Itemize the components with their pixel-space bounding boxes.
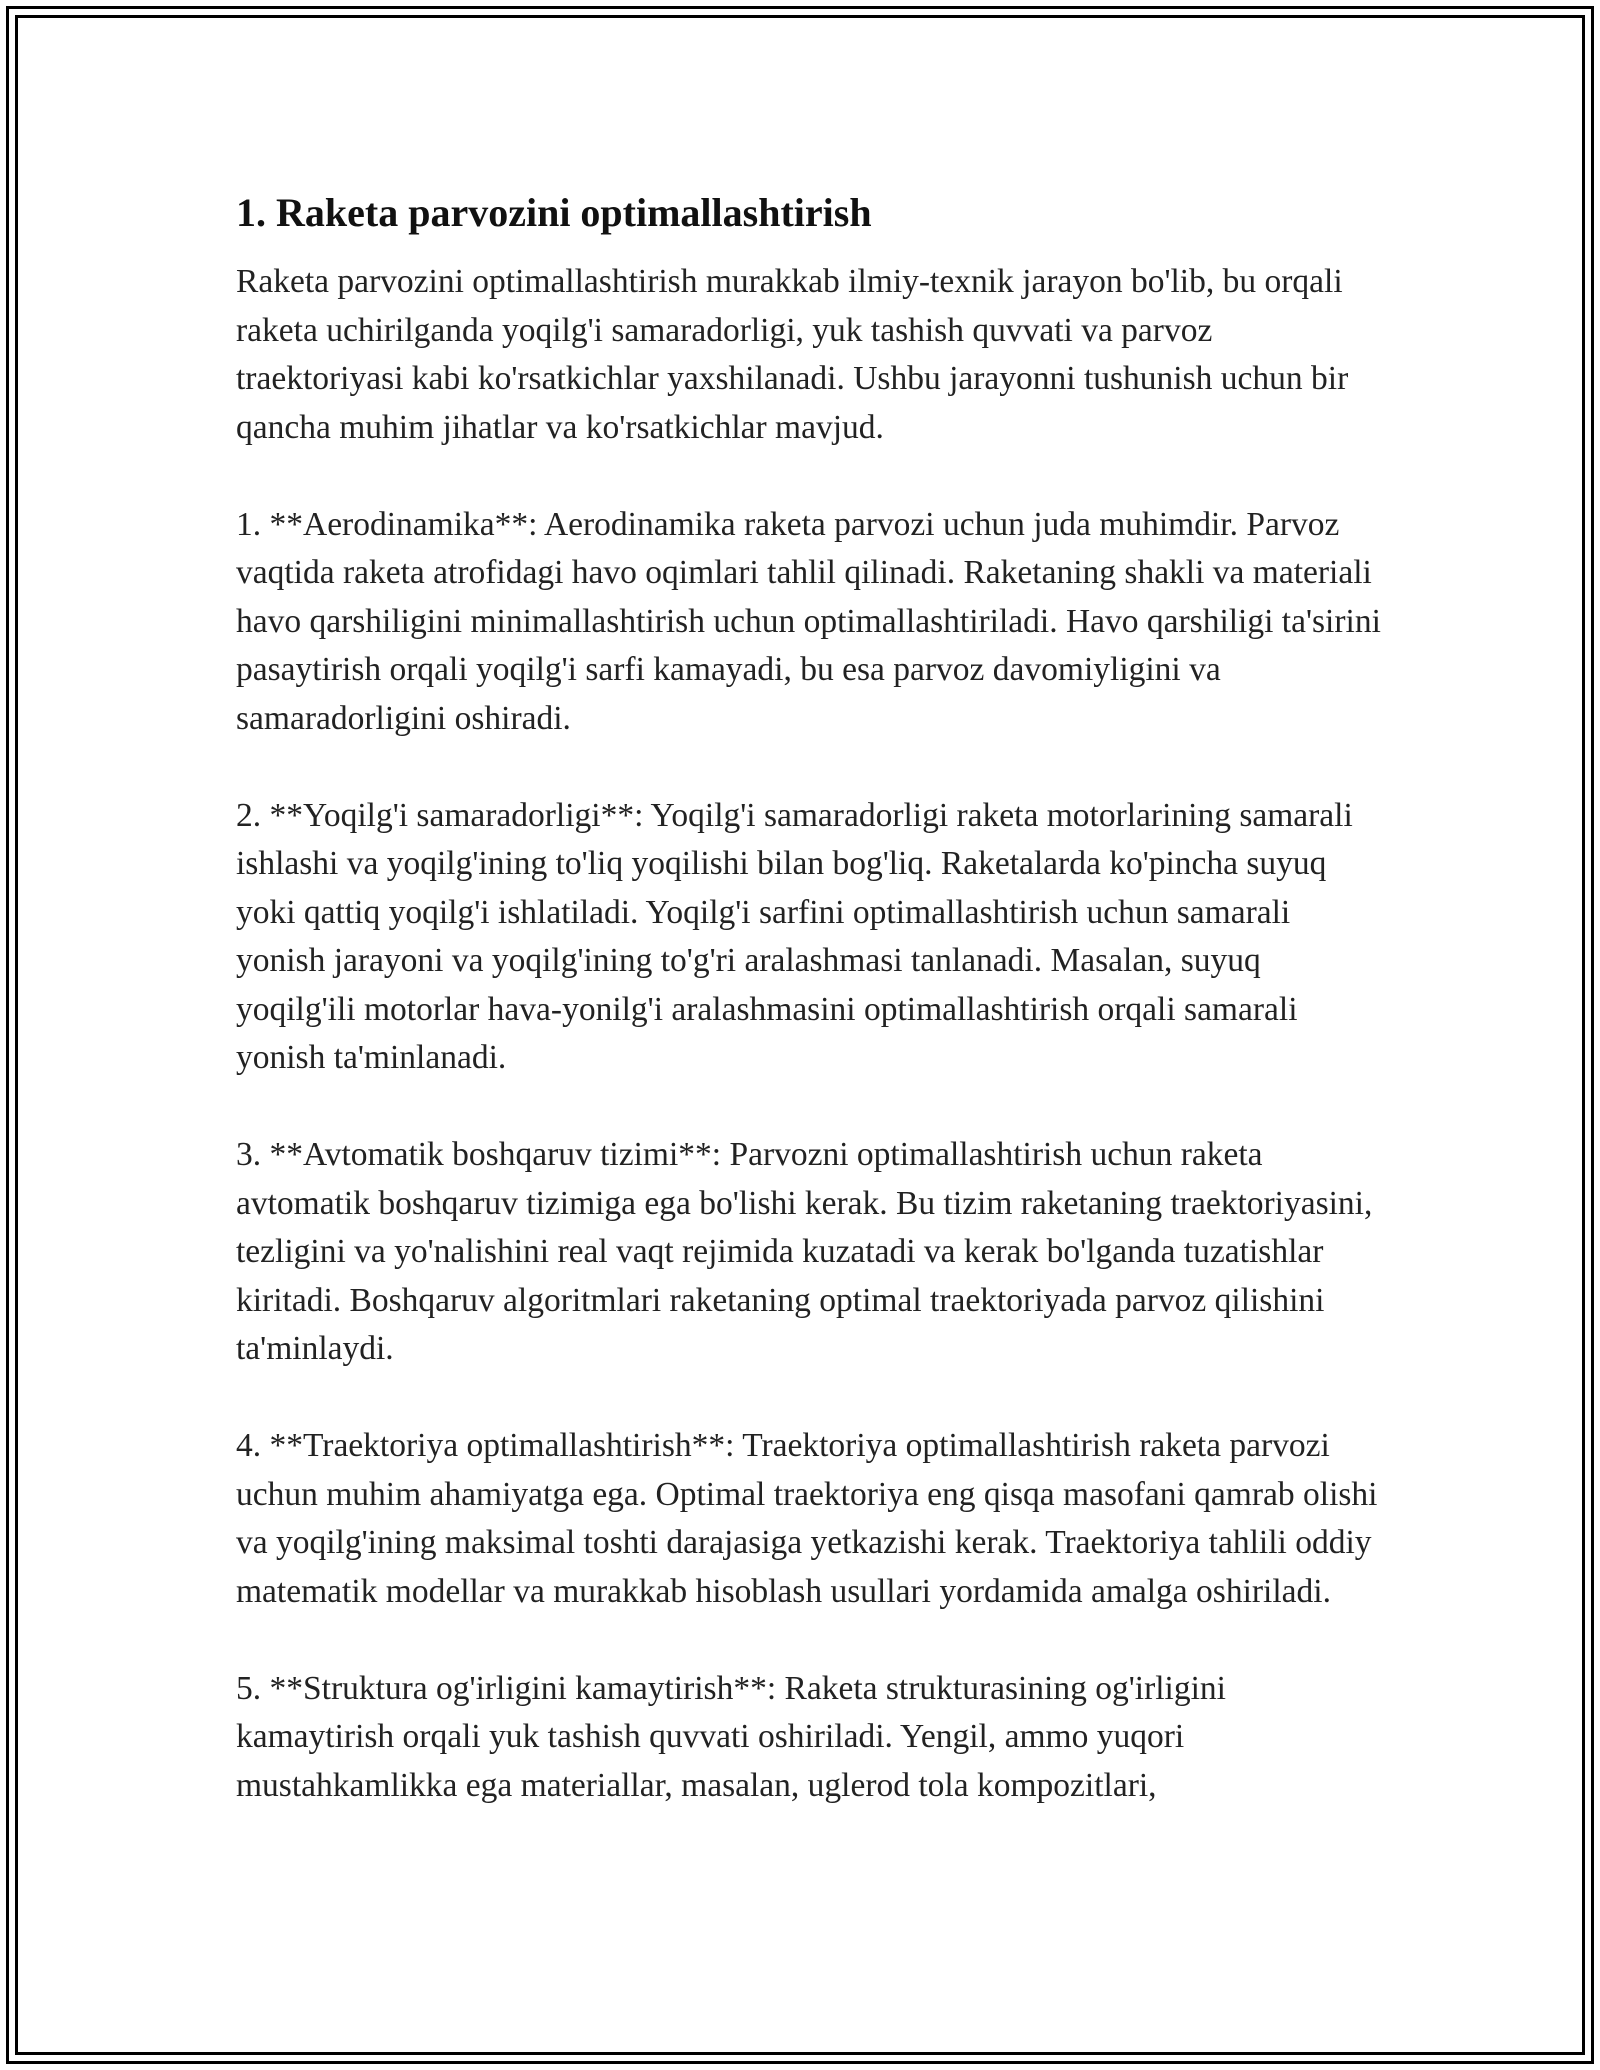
document-page xyxy=(236,186,1386,1810)
document-title: 1. Raketa parvozini optimallashtirish xyxy=(236,190,872,235)
list-item-struktura: 5. **Struktura og'irligini kamaytirish**: Raketa strukturasining og'irligini kamaytirish orqali yuk tashish quvvati oshiriladi. Yengil, ammo yuqori mustahkamlikka ega materiallar, masalan, uglerod tola kompozitlari, xyxy=(236,1669,1226,1804)
list-item-yoqilgi-samaradorligi: 2. **Yoqilg'i samaradorligi**: Yoqilg'i samaradorligi raketa motorlarining samarali ishlashi va yoqilg'ining to'liq yoqilishi bilan bog'liq. Raketalarda ko'pincha suyuq yoki qattiq yoqilg'i ishlatiladi. Yoqilg'i sarfini optimallashtirish uchun samarali yonish jarayoni va yoqilg'ining to'g'ri aralashmasi tanlanadi. Masalan, suyuq yoqilg'ili motorlar hava-yonilg'i aralashmasini optimallashtirish orqali samarali yonish ta'minlanadi. xyxy=(236,796,1353,1076)
list-item-traektoriya: 4. **Traektoriya optimallashtirish**: Traektoriya optimallashtirish raketa parvozi uchun muhim ahamiyatga ega. Optimal traektoriya eng qisqa masofani qamrab olishi va yoqilg'ining maksimal toshti darajasiga yetkazishi kerak. Traektoriya tahlili oddiy matematik modellar va murakkab hisoblash usullari yordamida amalga oshiriladi. xyxy=(236,1427,1378,1610)
list-item-aerodinamika: 1. **Aerodinamika**: Aerodinamika raketa parvozi uchun juda muhimdir. Parvoz vaqtida raketa atrofidagi havo oqimlari tahlil qilinadi. Raketaning shakli va materiali havo qarshiligini minimallashtirish uchun optimallashtiriladi. Havo qarshiligi ta'sirini pasaytirish orqali yoqilg'i sarfi kamayadi, bu esa parvoz davomiyligini va samaradorligini oshiradi. xyxy=(236,505,1381,737)
intro-paragraph: Raketa parvozini optimallashtirish murakkab ilmiy-texnik jarayon bo'lib, bu orqali raketa uchirilganda yoqilg'i samaradorligi, yuk tashish quvvati va parvoz traektoriyasi kabi ko'rsatkichlar yaxshilanadi. Ushbu jarayonni tushunish uchun bir qancha muhim jihatlar va ko'rsatkichlar mavjud. xyxy=(236,263,1349,446)
list-item-avtomatik-boshqaruv: 3. **Avtomatik boshqaruv tizimi**: Parvozni optimallashtirish uchun raketa avtomatik boshqaruv tizimiga ega bo'lishi kerak. Bu tizim raketaning traektoriyasini, tezligini va yo'nalishini real vaqt rejimida kuzatadi va kerak bo'lganda tuzatishlar kiritadi. Boshqaruv algoritmlari raketaning optimal traektoriyada parvoz qilishini ta'minlaydi. xyxy=(236,1136,1373,1367)
